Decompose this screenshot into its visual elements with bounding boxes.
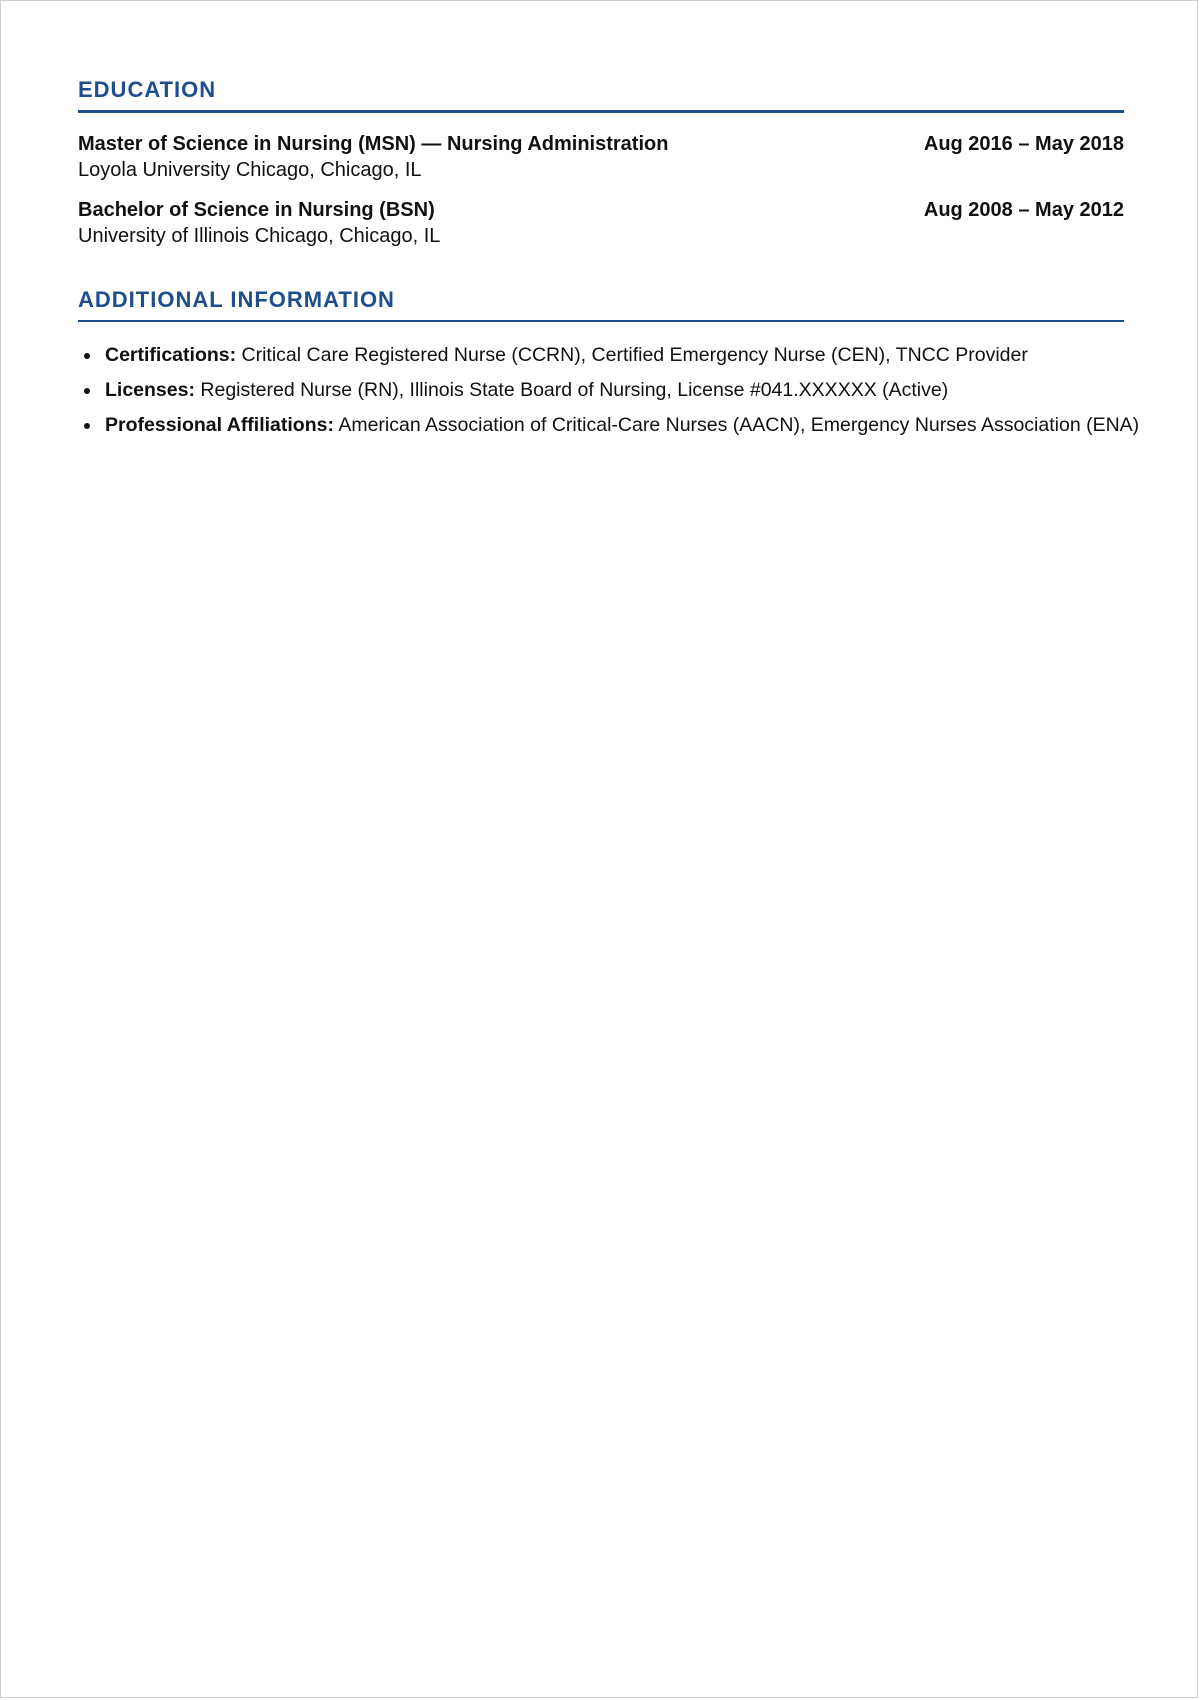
education-entry (78, 131, 1124, 183)
bullet-icon (84, 353, 90, 359)
education-section (78, 75, 1124, 249)
bullet-icon (84, 388, 90, 394)
item-text: American Association of Critical-Care Nurses (AACN), Emergency Nurses Association (ENA) (333, 414, 1140, 436)
item-label: Professional Affiliations: (105, 414, 334, 436)
list-item (78, 412, 1140, 438)
list-item (78, 342, 1124, 368)
resume-content (78, 75, 1140, 447)
degree-dates: Aug 2016 – May 2018 (923, 133, 1124, 155)
education-entry (78, 197, 1124, 249)
degree-dates: Aug 2008 – May 2012 (923, 199, 1124, 221)
education-rule (78, 110, 1124, 113)
item-label: Certifications: (105, 344, 237, 366)
additional-information-heading: ADDITIONAL INFORMATION (78, 287, 395, 312)
item-text: Critical Care Registered Nurse (CCRN), Certified Emergency Nurse (CEN), TNCC Provider (236, 344, 1028, 366)
degree-title: Master of Science in Nursing (MSN) — Nursing Administration (78, 133, 669, 155)
school-name: Loyola University Chicago, Chicago, IL (78, 159, 422, 181)
degree-title: Bachelor of Science in Nursing (BSN) (78, 199, 435, 221)
list-item (78, 377, 1124, 403)
bullet-icon (84, 423, 90, 429)
school-name: University of Illinois Chicago, Chicago, IL (78, 225, 441, 247)
additional-information-rule (78, 320, 1124, 322)
additional-information-section (78, 285, 1140, 438)
education-heading: EDUCATION (78, 77, 217, 102)
additional-information-list (78, 342, 1140, 438)
item-label: Licenses: (105, 379, 195, 401)
item-text: Registered Nurse (RN), Illinois State Board of Nursing, License #041.XXXXXX (Active) (194, 379, 949, 401)
education-entry-header (78, 197, 1124, 223)
education-entry-header (78, 131, 1124, 157)
